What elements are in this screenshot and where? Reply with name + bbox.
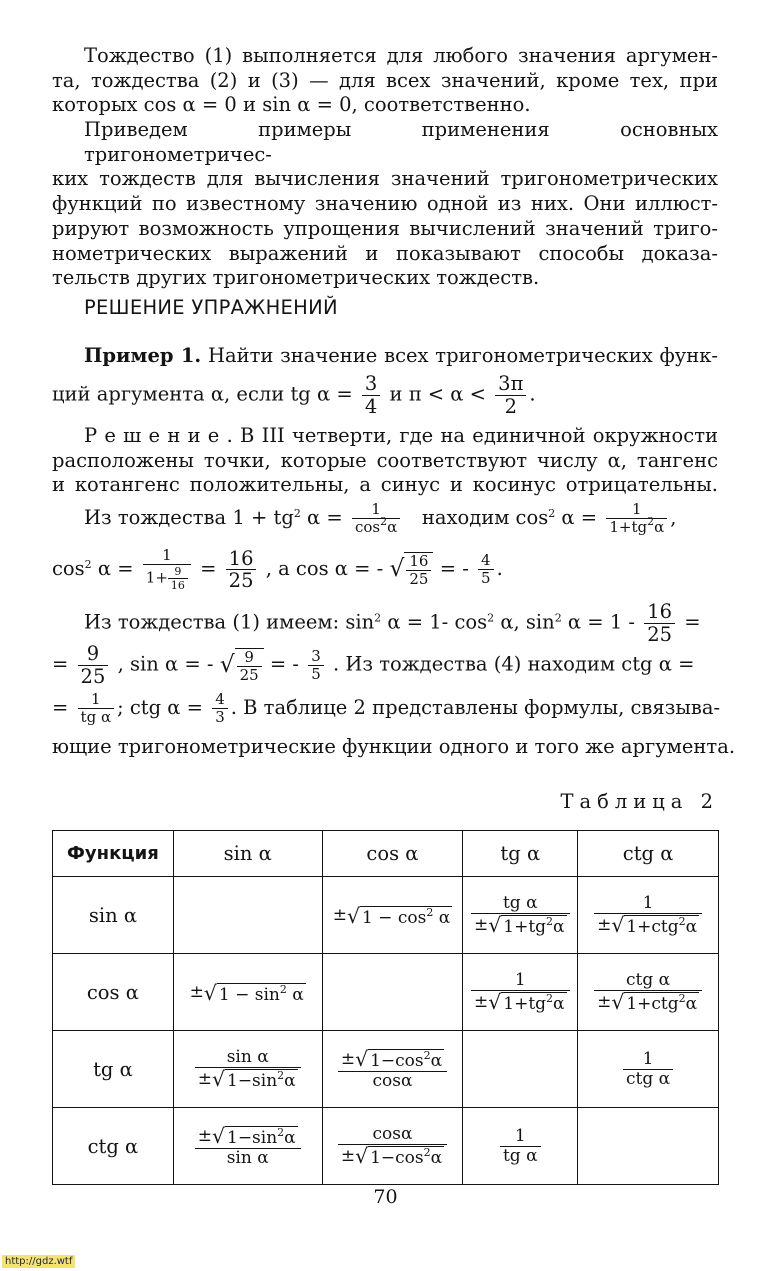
paragraph-examples-intro [52,118,718,291]
table-cell-empty [463,1031,578,1108]
section-heading: РЕШЕНИЕ УПРАЖНЕНИЙ [84,296,338,319]
fraction-1-over-tg: $\frac{1}{\text{tg α}}$ [78,692,115,725]
fraction-16-25: $\frac{16}{25}$ [644,602,675,644]
page-number: 70 [373,1186,398,1208]
complex-fraction: 1 1+ $\frac{9}{16}$ [143,548,191,591]
fraction-1-over-cos2: $\frac{1}{\cos^2\alpha}$ [352,502,400,535]
watermark-link[interactable]: http://gdz.wtf [2,1255,75,1268]
fraction-1-over-1-plus-tg2: $\frac{1}{1+tg^2\alpha}$ [606,502,667,535]
table-header: cos α [322,831,463,877]
table-header: sin α [173,831,322,877]
example-1 [52,344,718,369]
example-line-1 [52,344,718,369]
fraction-3-5: $\frac{3}{5}$ [308,649,324,682]
row-label: sin α [53,877,174,954]
table-header: ctg α [578,831,719,877]
table-row [53,1108,719,1185]
row-label: ctg α [53,1108,174,1185]
text-line: рируют возможность упрощения вычислений значений триго- [52,216,718,240]
text-line: тельств других тригонометрических тождеств. [52,266,540,290]
equation-line-4: = $\frac{9}{25}$ , sin α = - √ $\frac{9}{25}$ = - $\frac{3}{5}$ . Из тождества (4) находим ctg α = [52,642,695,688]
example-text: и π < α < [389,382,486,406]
table-cell-formula: $\frac{\cos\alpha}{\pm√ 1-\cos^2\alpha}$ [322,1108,463,1185]
fraction-3-4: $\frac{3}{4}$ [362,374,380,416]
trig-relations-table [52,830,719,1185]
solution-label: Р е ш е н и е . [84,424,233,447]
table-cell-formula: $\frac{1}{\text{tg α}}$ [463,1108,578,1185]
text-line: расположены точки, которые соответствуют числу α, тангенс [52,448,718,472]
equation-line-1: Из тождества $1 + tg^2$ α = $\frac{1}{\cos^2\alpha}$ находим $\cos^2 \alpha$ = $\frac{1}{1+tg^2\alpha}$ , [84,500,677,536]
fraction-16-25: $\frac{16}{25}$ [226,549,257,591]
text-line: Приведем примеры применения основных тригонометричес- [84,118,718,166]
table-cell-formula: 1 ctg α [578,1031,719,1108]
table-cell-formula: $\frac{1}{\pm√ 1+tg^2\alpha}$ [463,954,578,1031]
table-cell-formula: 1 ±√ 1+ctg$^2$α [578,877,719,954]
text-line: та, тождества (2) и (3) — для всех значений, кроме тех, при [52,68,718,92]
sqrt-16-25: √ $\frac{16}{25}$ [389,552,433,587]
table-cell-formula: $\frac{\pm√ 1-\cos^2\alpha}{\cos\alpha}$ [322,1031,463,1108]
fraction-3pi-2: $\frac{3\pi}{2}$ [495,374,526,416]
example-label: Пример 1. [84,344,202,367]
sqrt-9-25: √ $\frac{9}{25}$ [220,648,264,683]
table-row [53,1031,719,1108]
text-line: ющие тригонометрические функции одного и того же аргумента. [52,735,736,758]
equation-line-2: $\cos^2 \alpha$ = 1 1+ $\frac{9}{16}$ = $\frac{16}{25}$ , а cos α = - √ $\frac{16}{25}$ = - $\frac{4}{5}$ . [52,546,503,592]
text-line: нометрических выражений и показывают способы доказа- [52,241,718,265]
paragraph-identity-domain [52,44,718,118]
text-line: функций по известному значению одной из них. Они иллюст- [52,192,718,216]
row-label: cos α [53,954,174,1031]
table-cell-formula: $\frac{\text{sin α}}{\pm√ 1-\sin^2\alpha}$ [173,1031,322,1108]
equation-line-3: Из тождества (1) имеем: $\sin^2 \alpha = 1-$ $\cos^2 \alpha$, $\sin^2 \alpha = 1$ - $\frac{16}{25}$ = [84,600,701,646]
table-header-row [53,831,719,877]
table-row [53,954,719,1031]
table-header: Функция [53,831,174,877]
table-row [53,877,719,954]
text-line: которых cos α = 0 и sin α = 0, соответственно. [52,93,531,117]
table-cell-formula: $\frac{\pm√ 1-\sin^2\alpha}{\text{sin α}}$ [173,1108,322,1185]
solution-paragraph [52,424,718,498]
fraction-4-3: $\frac{4}{3}$ [212,692,228,725]
text-line: ких тождеств для вычисления значений тригонометрических [52,167,718,191]
example-text: Найти значение всех тригонометрических функ- [201,344,719,367]
fraction-4-5: $\frac{4}{5}$ [478,553,494,586]
text-line: и котангенс положительны, а синус и косинус отрицательны. [52,473,718,497]
table-cell-formula: $\frac{\text{tg α}}{\pm√ 1+tg^2\alpha}$ [463,877,578,954]
fraction-9-25: $\frac{9}{25}$ [78,644,109,686]
table-cell-empty [578,1108,719,1185]
table-cell-formula: ±√ $1 - \sin^2 \alpha$ [173,954,322,1031]
solution-line-1: Р е ш е н и е . В III четверти, где на единичной окружности [84,424,718,447]
table-cell-formula: ±√ $1 - \cos^2 \alpha$ [322,877,463,954]
row-label: tg α [53,1031,174,1108]
table-header: tg α [463,831,578,877]
table-cell-empty [322,954,463,1031]
example-text: ций аргумента α, если tg α = [52,382,353,406]
table-cell-formula: ctg α ±√ 1+ctg$^2$α [578,954,719,1031]
equation-line-5: = $\frac{1}{\text{tg α}}$ ; ctg α = $\frac{4}{3}$ . В таблице 2 представлены формулы, связыва- [52,690,721,726]
table-caption: Таблица 2 [560,790,719,813]
example-condition-line: ций аргумента α, если tg α = $\frac{3}{4}$ и π < α < $\frac{3\pi}{2}$ . [52,372,536,418]
text-line: Тождество (1) выполняется для любого значения аргумен- [84,44,718,67]
table-cell-empty [173,877,322,954]
